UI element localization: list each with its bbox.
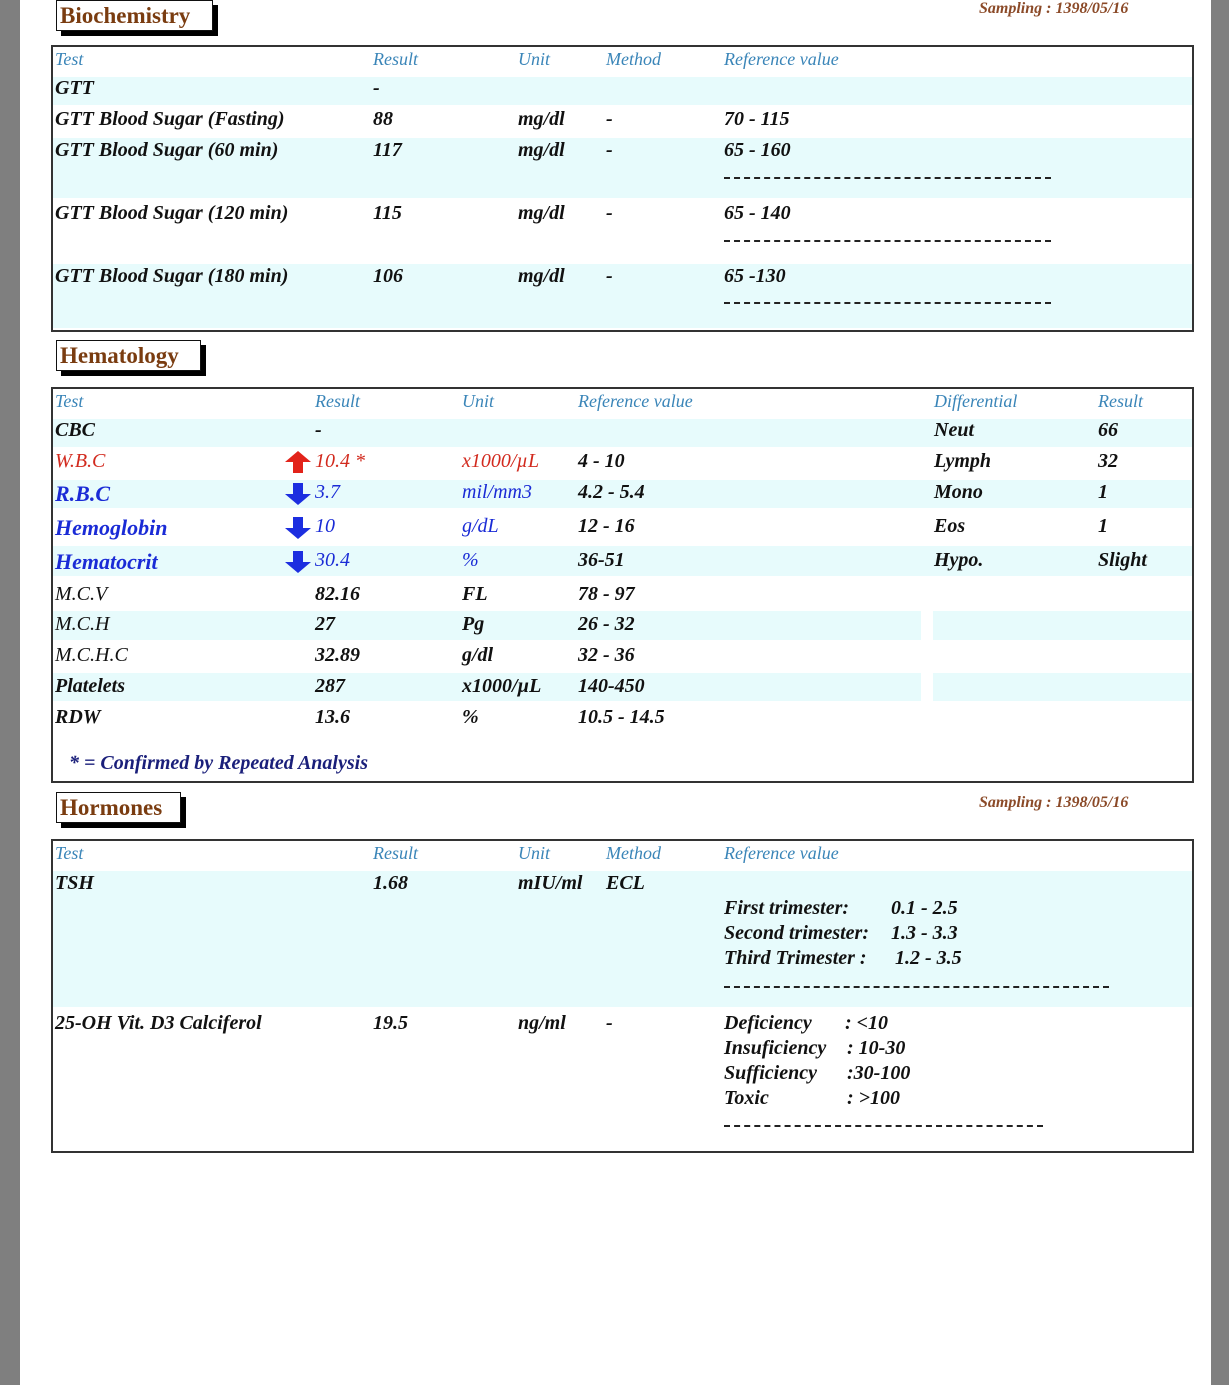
test-reference: 36-51 (578, 549, 625, 571)
header-method: Method (606, 843, 661, 863)
differential-name: Eos (934, 515, 966, 537)
test-result: 27 (315, 613, 335, 635)
test-unit: x1000/µL (462, 675, 542, 697)
test-result: 19.5 (373, 1012, 408, 1034)
hematology-title: Hematology (56, 340, 201, 371)
test-reference: 65 - 160 (724, 139, 791, 161)
test-result: 3.7 (315, 481, 340, 503)
test-result: 117 (373, 139, 402, 161)
test-unit: mg/dl (518, 202, 565, 224)
test-reference: 140-450 (578, 675, 645, 697)
test-result: 1.68 (373, 872, 408, 894)
test-result: 115 (373, 202, 402, 224)
test-reference: 10.5 - 14.5 (578, 706, 665, 728)
header-unit: Unit (518, 49, 551, 69)
row-band (53, 611, 921, 640)
header-test: Test (55, 843, 84, 863)
test-name: W.B.C (55, 450, 106, 472)
test-unit: ng/ml (518, 1012, 566, 1034)
test-reference: 78 - 97 (578, 583, 635, 605)
differential-name: Neut (934, 419, 974, 441)
test-reference: 70 - 115 (724, 108, 790, 130)
test-unit: % (462, 706, 479, 728)
test-reference: 65 -130 (724, 265, 786, 287)
row-band (933, 611, 1192, 640)
test-unit: mil/mm3 (462, 481, 532, 503)
test-name: GTT Blood Sugar (60 min) (55, 139, 279, 161)
row-band (933, 673, 1192, 701)
differential-result: Slight (1098, 549, 1147, 571)
biochemistry-table (51, 45, 1194, 332)
dashed-divider (724, 986, 1109, 988)
test-name: CBC (55, 419, 96, 441)
dashed-divider (724, 1125, 1043, 1127)
reference-value: :30-100 (847, 1062, 911, 1084)
test-name: 25-OH Vit. D3 Calciferol (55, 1012, 262, 1034)
confirmation-note: * = Confirmed by Repeated Analysis (69, 752, 368, 774)
hematology-table (51, 387, 1194, 783)
test-unit: Pg (462, 613, 485, 635)
hormones-table (51, 839, 1194, 1153)
test-name: GTT Blood Sugar (180 min) (55, 265, 289, 287)
arrow-down-icon (285, 551, 311, 573)
header-test: Test (55, 391, 84, 411)
header-result: Result (315, 391, 360, 411)
header-differential-result: Result (1098, 391, 1143, 411)
row-band (53, 77, 1192, 105)
report-page (20, 0, 1211, 1385)
biochemistry-sampling-date: Sampling : 1398/05/16 (979, 0, 1129, 17)
test-unit: FL (462, 583, 488, 605)
test-reference: 26 - 32 (578, 613, 635, 635)
test-result: - (315, 419, 322, 441)
header-unit: Unit (518, 843, 551, 863)
dashed-divider (724, 240, 1051, 242)
reference-label: Toxic (724, 1087, 769, 1109)
header-result: Result (373, 843, 418, 863)
reference-value: 0.1 - 2.5 (891, 897, 958, 919)
header-test: Test (55, 49, 84, 69)
test-reference: 4 - 10 (578, 450, 625, 472)
test-unit: mg/dl (518, 108, 565, 130)
test-name: M.C.H (55, 613, 110, 635)
reference-value: 1.3 - 3.3 (891, 922, 958, 944)
test-name: Hemoglobin (55, 515, 168, 540)
test-result: 30.4 (315, 549, 350, 571)
reference-value: 1.2 - 3.5 (895, 947, 962, 969)
test-unit: mIU/ml (518, 872, 583, 894)
reference-label: Sufficiency (724, 1062, 817, 1084)
test-result: - (373, 77, 380, 99)
test-unit: mg/dl (518, 265, 565, 287)
test-result: 32.89 (315, 644, 360, 666)
test-name: GTT (55, 77, 94, 99)
row-band (53, 546, 921, 576)
hormones-title: Hormones (56, 792, 181, 823)
test-result: 88 (373, 108, 393, 130)
test-reference: 12 - 16 (578, 515, 635, 537)
test-name: GTT Blood Sugar (120 min) (55, 202, 289, 224)
test-name: Hematocrit (55, 549, 158, 574)
differential-name: Hypo. (934, 549, 984, 571)
header-reference: Reference value (578, 391, 693, 411)
header-result: Result (373, 49, 418, 69)
test-name: GTT Blood Sugar (Fasting) (55, 108, 285, 130)
test-name: RDW (55, 706, 101, 728)
test-result: 10.4 * (315, 450, 365, 472)
reference-label: Second trimester: (724, 922, 869, 944)
hormones-sampling-date: Sampling : 1398/05/16 (979, 794, 1129, 811)
arrow-down-icon (285, 483, 311, 505)
header-differential: Differential (934, 391, 1018, 411)
test-name: R.B.C (55, 481, 111, 506)
test-method: - (606, 1012, 613, 1034)
test-method: - (606, 202, 613, 224)
differential-result: 1 (1098, 515, 1108, 537)
arrow-down-icon (285, 517, 311, 539)
dashed-divider (724, 177, 1051, 179)
test-reference: 32 - 36 (578, 644, 635, 666)
differential-result: 1 (1098, 481, 1108, 503)
test-unit: x1000/µL (462, 450, 540, 472)
test-method: - (606, 139, 613, 161)
test-result: 10 (315, 515, 335, 537)
reference-value: : >100 (847, 1087, 901, 1109)
biochemistry-title: Biochemistry (56, 0, 213, 31)
test-result: 106 (373, 265, 403, 287)
reference-value: : 10-30 (847, 1037, 906, 1059)
test-result: 82.16 (315, 583, 360, 605)
test-name: M.C.H.C (55, 644, 128, 666)
test-unit: mg/dl (518, 139, 565, 161)
differential-name: Mono (934, 481, 983, 503)
test-method: - (606, 108, 613, 130)
test-reference: 4.2 - 5.4 (578, 481, 645, 503)
row-band (53, 419, 921, 447)
differential-result: 32 (1098, 450, 1118, 472)
test-reference: 65 - 140 (724, 202, 791, 224)
test-method: - (606, 265, 613, 287)
test-name: Platelets (55, 675, 125, 697)
dashed-divider (724, 302, 1051, 304)
reference-value: : <10 (845, 1012, 889, 1034)
header-reference: Reference value (724, 843, 839, 863)
differential-name: Lymph (934, 450, 992, 472)
test-name: TSH (55, 872, 94, 894)
test-unit: g/dL (462, 515, 499, 537)
test-unit: % (462, 549, 479, 571)
test-result: 287 (315, 675, 345, 697)
reference-label: First trimester: (724, 897, 850, 919)
test-result: 13.6 (315, 706, 350, 728)
reference-label: Insuficiency (724, 1037, 827, 1059)
differential-result: 66 (1098, 419, 1118, 441)
reference-label: Deficiency (724, 1012, 812, 1034)
reference-label: Third Trimester : (724, 947, 867, 969)
header-method: Method (606, 49, 661, 69)
test-name: M.C.V (55, 583, 108, 605)
test-unit: g/dl (462, 644, 494, 666)
arrow-up-icon (285, 451, 311, 473)
header-unit: Unit (462, 391, 495, 411)
header-reference: Reference value (724, 49, 839, 69)
test-method: ECL (606, 872, 645, 894)
